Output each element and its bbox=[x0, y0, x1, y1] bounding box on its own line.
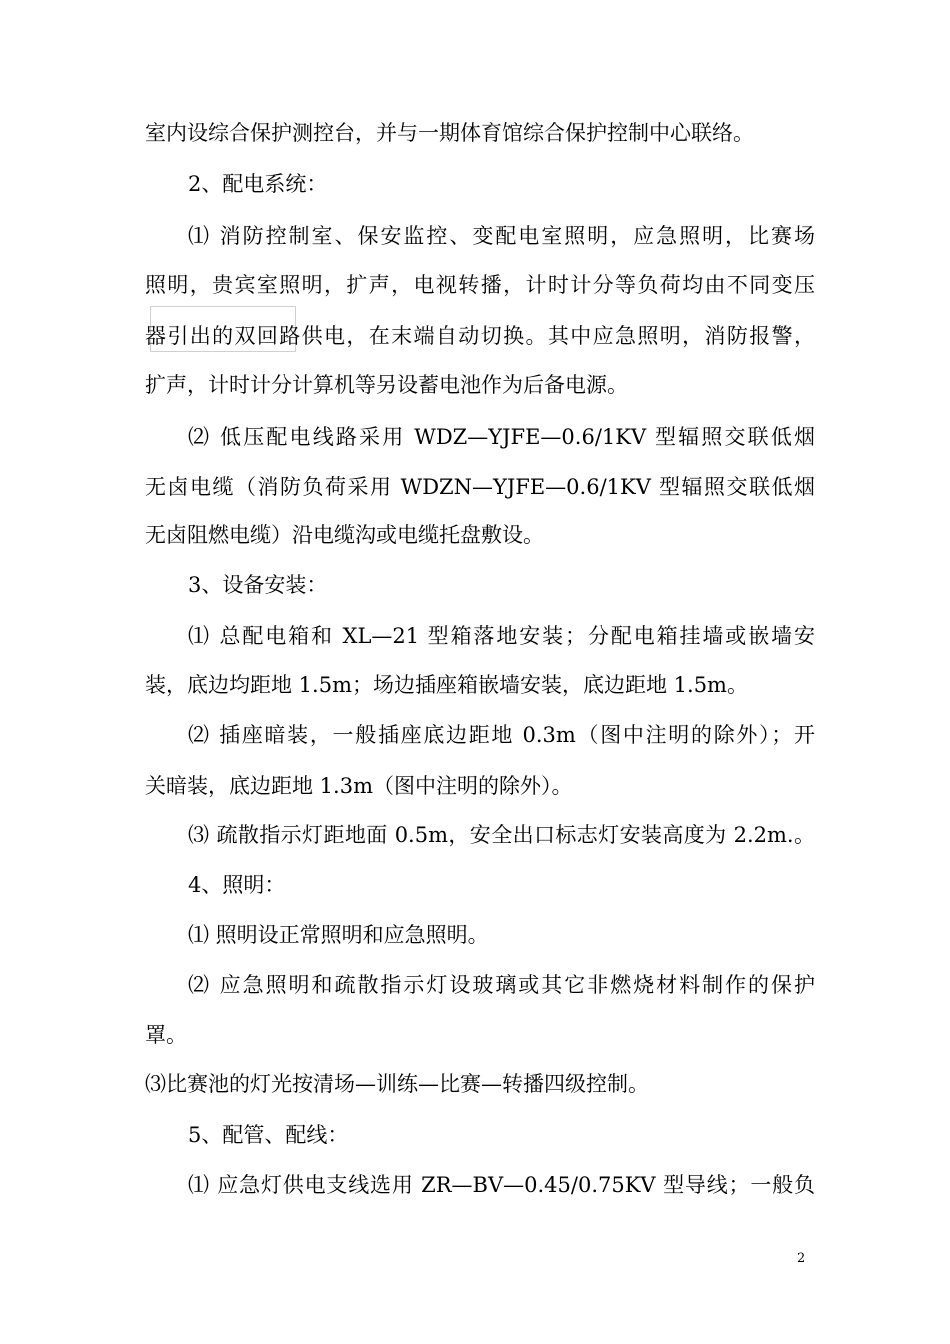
text-line-7: ⑵ 低压配电线路采用 WDZ—YJFE—0.6/1KV 型辐照交联低烟 bbox=[188, 425, 815, 449]
text-line-14: 关暗装，底边距地 1.3m（图中注明的除外）。 bbox=[145, 774, 573, 798]
section-heading-distribution: 2、配电系统： bbox=[188, 172, 328, 196]
text-line-11: ⑴ 总配电箱和 XL—21 型箱落地安装；分配电箱挂墙或嵌墙安 bbox=[188, 624, 815, 648]
text-line-3: ⑴ 消防控制室、保安监控、变配电室照明，应急照明，比赛场 bbox=[188, 224, 815, 248]
text-line-8: 无卤电缆（消防负荷采用 WDZN—YJFE—0.6/1KV 型辐照交联低烟 bbox=[145, 475, 815, 499]
text-line-20: ⑶比赛池的灯光按清场—训练—比赛—转播四级控制。 bbox=[145, 1072, 649, 1096]
text-line-19: 罩。 bbox=[145, 1023, 187, 1047]
text-line-12: 装，底边均距地 1.5m；场边插座箱嵌墙安装，底边距地 1.5m。 bbox=[145, 673, 748, 697]
section-heading-wiring: 5、配管、配线： bbox=[188, 1123, 349, 1147]
text-line-9: 无卤阻燃电缆）沿电缆沟或电缆托盘敷设。 bbox=[145, 523, 544, 547]
text-line-22: ⑴ 应急灯供电支线选用 ZR—BV—0.45/0.75KV 型导线；一般负 bbox=[188, 1173, 815, 1197]
text-line-15: ⑶ 疏散指示灯距地面 0.5m，安全出口标志灯安装高度为 2.2m.。 bbox=[188, 823, 815, 847]
text-line-1: 室内设综合保护测控台，并与一期体育馆综合保护控制中心联络。 bbox=[145, 121, 754, 145]
text-line-18: ⑵ 应急照明和疏散指示灯设玻璃或其它非燃烧材料制作的保护 bbox=[188, 973, 815, 997]
text-line-6: 扩声，计时计分计算机等另设蓄电池作为后备电源。 bbox=[145, 373, 628, 397]
text-line-4: 照明，贵宾室照明，扩声，电视转播，计时计分等负荷均由不同变压 bbox=[145, 273, 815, 297]
text-line-5: 器引出的双回路供电，在末端自动切换。其中应急照明，消防报警， bbox=[145, 324, 815, 348]
text-line-17: ⑴ 照明设正常照明和应急照明。 bbox=[188, 923, 489, 947]
section-heading-lighting: 4、照明： bbox=[188, 873, 286, 897]
page-number: 2 bbox=[797, 1251, 806, 1266]
text-line-13: ⑵ 插座暗装，一般插座底边距地 0.3m（图中注明的除外）；开 bbox=[188, 723, 815, 747]
section-heading-equipment: 3、设备安装： bbox=[188, 573, 328, 597]
